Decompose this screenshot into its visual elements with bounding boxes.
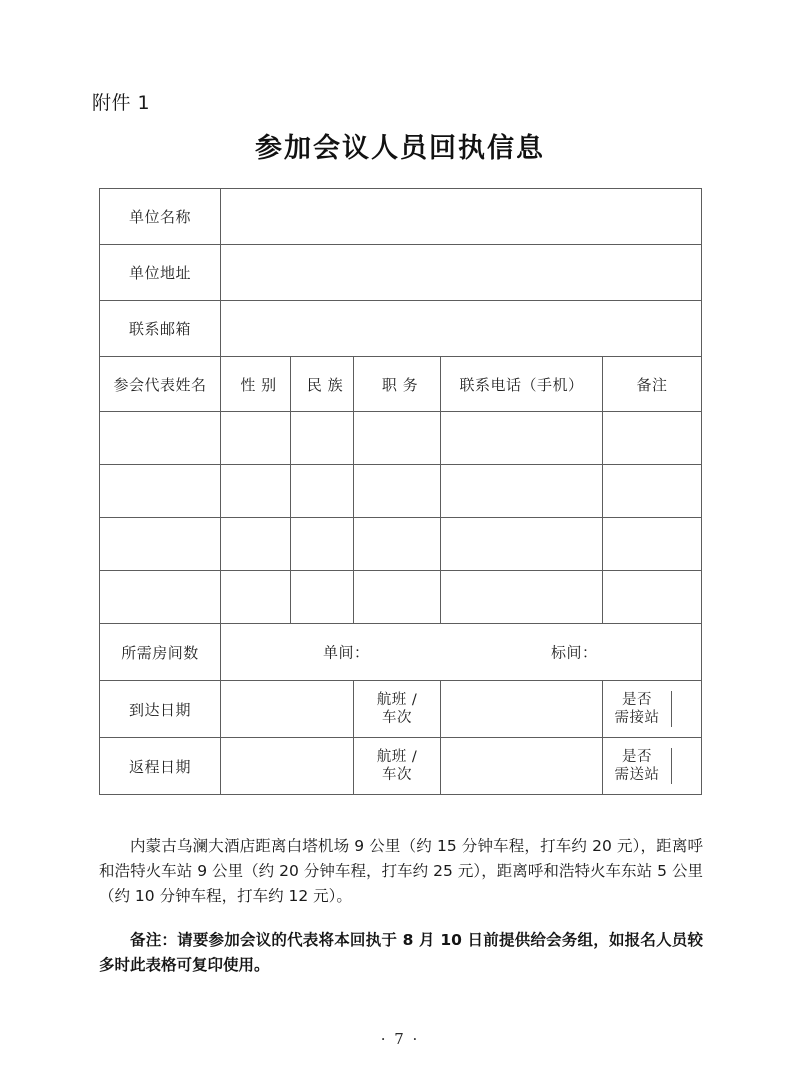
table-row-rooms	[100, 624, 702, 681]
cell-return-flight-value[interactable]	[441, 738, 603, 795]
cell-remark[interactable]	[603, 465, 702, 518]
submission-remark	[99, 928, 703, 978]
cell-name[interactable]	[100, 465, 221, 518]
column-header-name: 参会代表姓名	[100, 357, 221, 412]
cell-phone[interactable]	[441, 412, 603, 465]
cell-name[interactable]	[100, 571, 221, 624]
arrival-flight-label-line2: 车次	[382, 710, 412, 726]
column-header-phone: 联系电话（手机）	[441, 357, 603, 412]
row-label-unit-name: 单位名称	[100, 189, 221, 245]
return-flight-label-line2: 车次	[382, 767, 412, 783]
cell-position[interactable]	[354, 571, 441, 624]
pickup-label-line2: 需接站	[614, 710, 660, 726]
cell-ethnicity[interactable]	[291, 465, 354, 518]
row-value-unit-name[interactable]	[221, 189, 702, 245]
table-row-contact-email	[100, 301, 702, 357]
column-header-gender: 性 别	[221, 357, 291, 412]
cell-ethnicity[interactable]	[291, 518, 354, 571]
cell-return-flight-label	[354, 738, 441, 795]
table-header-row-delegates	[100, 357, 702, 412]
cell-arrival-flight-label	[354, 681, 441, 738]
cell-arrival-date-value[interactable]	[221, 681, 354, 738]
table-row-return	[100, 738, 702, 795]
transport-note	[99, 834, 703, 909]
column-header-ethnicity: 民 族	[291, 357, 354, 412]
attachment-label: 附件 1	[92, 92, 151, 114]
dropoff-value[interactable]	[672, 748, 702, 784]
cell-room-counts[interactable]	[221, 624, 702, 681]
table-row-unit-name	[100, 189, 702, 245]
room-single-label: 单间：	[323, 643, 370, 662]
row-value-contact-email[interactable]	[221, 301, 702, 357]
cell-remark[interactable]	[603, 412, 702, 465]
row-label-arrival-date: 到达日期	[100, 681, 221, 738]
cell-return-date-value[interactable]	[221, 738, 354, 795]
cell-ethnicity[interactable]	[291, 571, 354, 624]
receipt-form-table	[99, 188, 702, 795]
pickup-label	[603, 691, 672, 727]
cell-phone[interactable]	[441, 518, 603, 571]
pickup-label-line1: 是否	[622, 691, 652, 708]
return-flight-label-line1: 航班 /	[376, 748, 418, 765]
room-twin-label: 标间：	[551, 643, 598, 662]
cell-name[interactable]	[100, 412, 221, 465]
cell-name[interactable]	[100, 518, 221, 571]
row-value-unit-address[interactable]	[221, 245, 702, 301]
cell-gender[interactable]	[221, 571, 291, 624]
cell-ethnicity[interactable]	[291, 412, 354, 465]
table-row-arrival	[100, 681, 702, 738]
row-label-contact-email: 联系邮箱	[100, 301, 221, 357]
cell-remark[interactable]	[603, 571, 702, 624]
cell-phone[interactable]	[441, 571, 603, 624]
table-row-unit-address	[100, 245, 702, 301]
cell-position[interactable]	[354, 465, 441, 518]
submission-remark-text: 备注：请要参加会议的代表将本回执于 8 月 10 日前提供给会务组，如报名人员较多时此表格可复印使用。	[99, 931, 703, 975]
row-label-rooms: 所需房间数	[100, 624, 221, 681]
cell-position[interactable]	[354, 412, 441, 465]
cell-remark[interactable]	[603, 518, 702, 571]
cell-return-dropoff	[603, 738, 702, 795]
dropoff-label-line2: 需送站	[614, 767, 660, 783]
cell-arrival-pickup	[603, 681, 702, 738]
arrival-flight-label-line1: 航班 /	[376, 691, 418, 708]
column-header-position: 职 务	[354, 357, 441, 412]
cell-gender[interactable]	[221, 465, 291, 518]
table-row	[100, 465, 702, 518]
column-header-remark: 备注	[603, 357, 702, 412]
pickup-value[interactable]	[672, 691, 702, 727]
table-row	[100, 571, 702, 624]
cell-arrival-flight-value[interactable]	[441, 681, 603, 738]
table-row	[100, 518, 702, 571]
cell-gender[interactable]	[221, 412, 291, 465]
dropoff-label	[603, 748, 672, 784]
row-label-return-date: 返程日期	[100, 738, 221, 795]
cell-gender[interactable]	[221, 518, 291, 571]
page-number: · 7 ·	[380, 1030, 420, 1048]
cell-position[interactable]	[354, 518, 441, 571]
transport-note-text: 内蒙古乌澜大酒店距离白塔机场 9 公里（约 15 分钟车程，打车约 20 元），距离呼和浩特火车站 9 公里（约 20 分钟车程，打车约 25 元），距离呼和浩特火车东站 5 公里（约 10 分钟车程，打车约 12 元）。	[99, 837, 703, 906]
cell-phone[interactable]	[441, 465, 603, 518]
page-title: 参加会议人员回执信息	[255, 133, 545, 164]
row-label-unit-address: 单位地址	[100, 245, 221, 301]
dropoff-label-line1: 是否	[622, 748, 652, 765]
table-row	[100, 412, 702, 465]
